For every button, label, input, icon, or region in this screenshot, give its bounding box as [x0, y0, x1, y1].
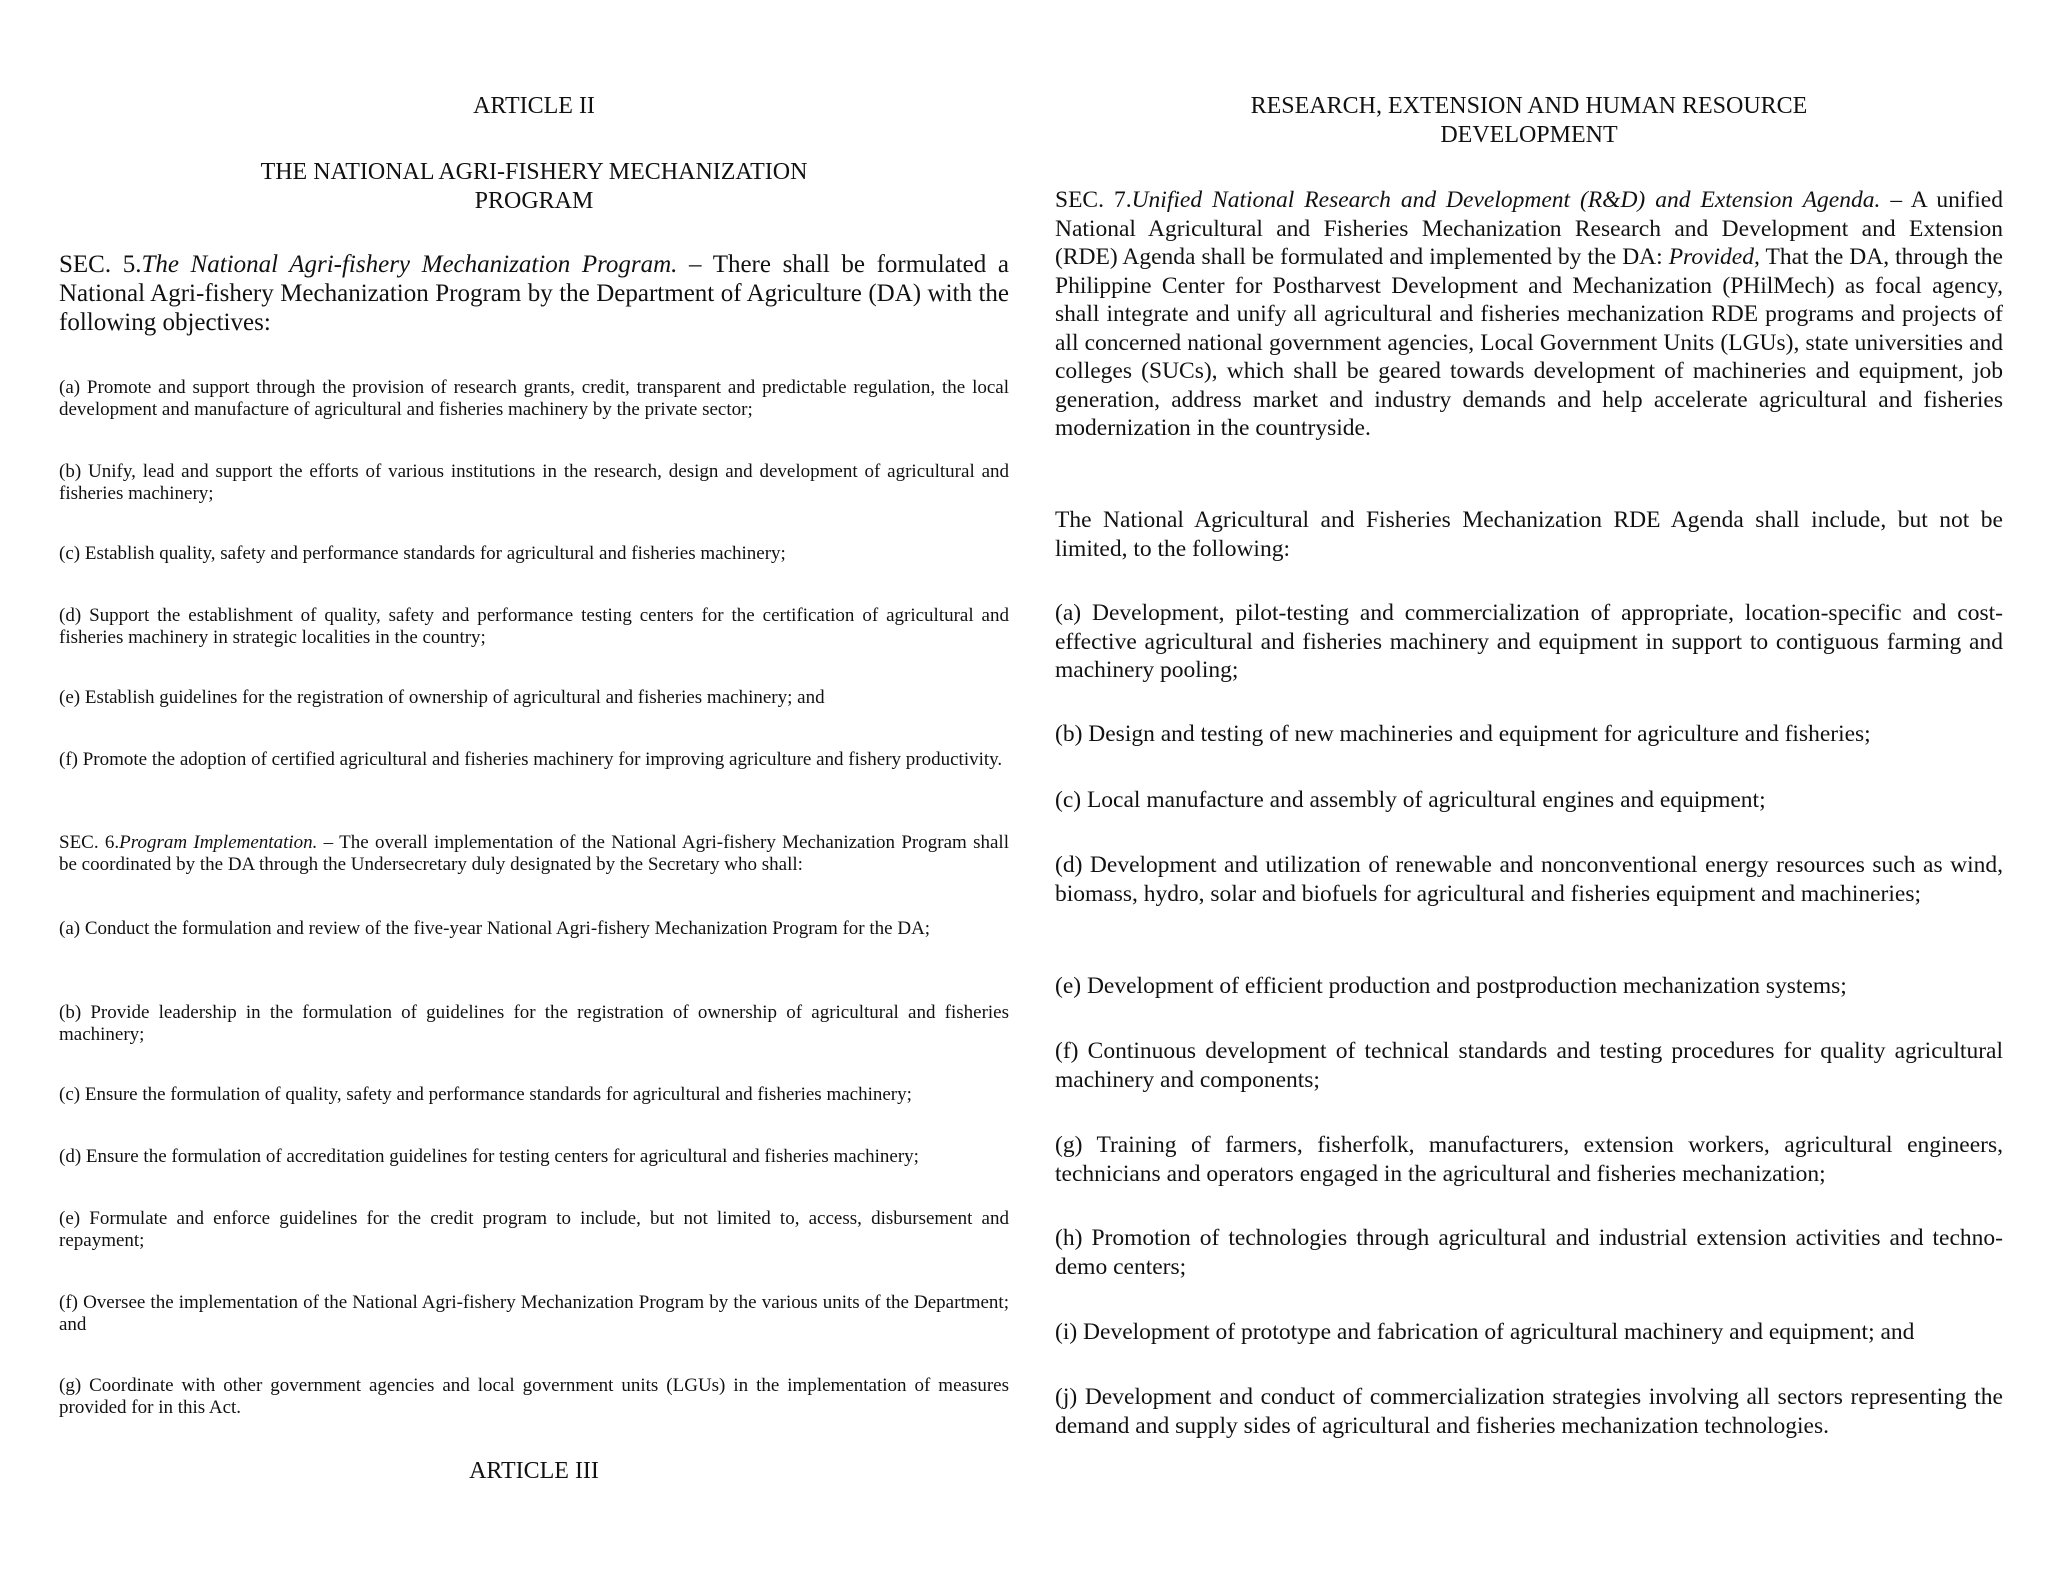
sec6-item-d: (d) Ensure the formulation of accreditation guidelines for testing centers for agricultural and fisheries machinery;	[59, 1146, 919, 1167]
sec5-item-d: (d) Support the establishment of quality, safety and performance testing centers for the certification of agricultural and fisheries machinery in strategic localities in the country;	[59, 605, 1009, 648]
sec6-item-f: (f) Oversee the implementation of the National Agri-fishery Mechanization Program by the various units of the Department; and	[59, 1292, 1009, 1335]
rde-item-g: (g) Training of farmers, fisherfolk, manufacturers, extension workers, agricultural engineers, technicians and operators engaged in the agricultural and fisheries mechanization;	[1055, 1132, 2003, 1187]
rde-item-i: (i) Development of prototype and fabrication of agricultural machinery and equipment; and	[1055, 1319, 1915, 1345]
sec5-paragraph	[59, 250, 1009, 337]
sec5-title: The National Agri-fishery Mechanization Program.	[141, 251, 678, 278]
sec6-title: Program Implementation.	[119, 832, 318, 853]
rde-intro: The National Agricultural and Fisheries Mechanization RDE Agenda shall include, but not be limited, to the following:	[1055, 507, 2003, 562]
article-ii-title: THE NATIONAL AGRI-FISHERY MECHANIZATION PROGRAM	[260, 159, 808, 214]
sec6-body: – The overall implementation of the National Agri-fishery Mechanization Program shall be coordinated by the DA through the Undersecretary duly designated by the Secretary who shall:	[59, 832, 1009, 875]
rde-item-a: (a) Development, pilot-testing and commercialization of appropriate, location-specific and cost-effective agricultural and fisheries machinery and equipment in support to contiguous farming and machinery pooling;	[1055, 600, 2003, 683]
sec5-body: – There shall be formulated a National Agri-fishery Mechanization Program by the Department of Agriculture (DA) with the following objectives:	[59, 251, 1009, 336]
article-iii-label: ARTICLE III	[469, 1458, 599, 1484]
sec7-paragraph	[1055, 186, 2003, 443]
sec7-title: Unified National Research and Development (R&D) and Extension Agenda.	[1131, 187, 1881, 213]
rde-item-h: (h) Promotion of technologies through agricultural and industrial extension activities and techno-demo centers;	[1055, 1225, 2003, 1280]
rde-item-e: (e) Development of efficient production and postproduction mechanization systems;	[1055, 973, 1847, 999]
sec6-item-c: (c) Ensure the formulation of quality, safety and performance standards for agricultural and fisheries machinery;	[59, 1084, 912, 1105]
sec6-item-e: (e) Formulate and enforce guidelines for the credit program to include, but not limited to, access, disbursement and repayment;	[59, 1208, 1009, 1251]
rde-item-b: (b) Design and testing of new machineries and equipment for agriculture and fisheries;	[1055, 721, 1871, 747]
sec5-item-e: (e) Establish guidelines for the registration of ownership of agricultural and fisheries machinery; and	[59, 687, 825, 708]
rde-item-c: (c) Local manufacture and assembly of agricultural engines and equipment;	[1055, 787, 1766, 813]
sec5-item-a: (a) Promote and support through the provision of research grants, credit, transparent and predictable regulation, the local development and manufacture of agricultural and fisheries machinery by the private sector;	[59, 377, 1009, 420]
sec6-item-b: (b) Provide leadership in the formulation of guidelines for the registration of ownership of agricultural and fisheries machinery;	[59, 1002, 1009, 1045]
sec5-number: SEC. 5.	[59, 251, 142, 278]
sec5-item-b: (b) Unify, lead and support the efforts of various institutions in the research, design and development of agricultural and fisheries machinery;	[59, 461, 1009, 504]
rde-item-j: (j) Development and conduct of commercialization strategies involving all sectors representing the demand and supply sides of agricultural and fisheries mechanization technologies.	[1055, 1384, 2003, 1439]
rde-item-d: (d) Development and utilization of renewable and nonconventional energy resources such as wind, biomass, hydro, solar and biofuels for agricultural and fisheries equipment and machineries;	[1055, 852, 2003, 907]
article-iii-title: RESEARCH, EXTENSION AND HUMAN RESOURCE DEVELOPMENT	[1250, 93, 1808, 148]
article-ii-label: ARTICLE II	[473, 93, 595, 119]
sec6-number: SEC. 6.	[59, 832, 120, 853]
sec7-provided: Provided,	[1668, 244, 1760, 270]
rde-item-f: (f) Continuous development of technical standards and testing procedures for quality agricultural machinery and components;	[1055, 1038, 2003, 1093]
sec7-body-1: – A unified National Agricultural and Fisheries Mechanization Research and Development and Extension (RDE) Agenda shall be formulated and implemented by the DA:	[1055, 187, 2003, 270]
sec6-paragraph	[59, 832, 1009, 876]
sec7-body-2: That the DA, through the Philippine Center for Postharvest Development and Mechanization (PHilMech) as focal agency, shall integrate and unify all agricultural and fisheries mechanization RDE programs and projects of all concerned national government agencies, Local Government Units (LGUs), state universities and colleges (SUCs), which shall be geared towards development of machineries and equipment, job generation, address market and industry demands and help accelerate agricultural and fisheries modernization in the countryside.	[1055, 244, 2003, 441]
sec6-item-g: (g) Coordinate with other government agencies and local government units (LGUs) in the implementation of measures provided for in this Act.	[59, 1375, 1009, 1418]
sec5-item-c: (c) Establish quality, safety and performance standards for agricultural and fisheries machinery;	[59, 543, 786, 564]
sec7-number: SEC. 7.	[1055, 187, 1132, 213]
sec6-item-a: (a) Conduct the formulation and review of the five-year National Agri-fishery Mechanization Program for the DA;	[59, 918, 931, 939]
sec5-item-f: (f) Promote the adoption of certified agricultural and fisheries machinery for improving agriculture and fishery productivity.	[59, 749, 1003, 770]
